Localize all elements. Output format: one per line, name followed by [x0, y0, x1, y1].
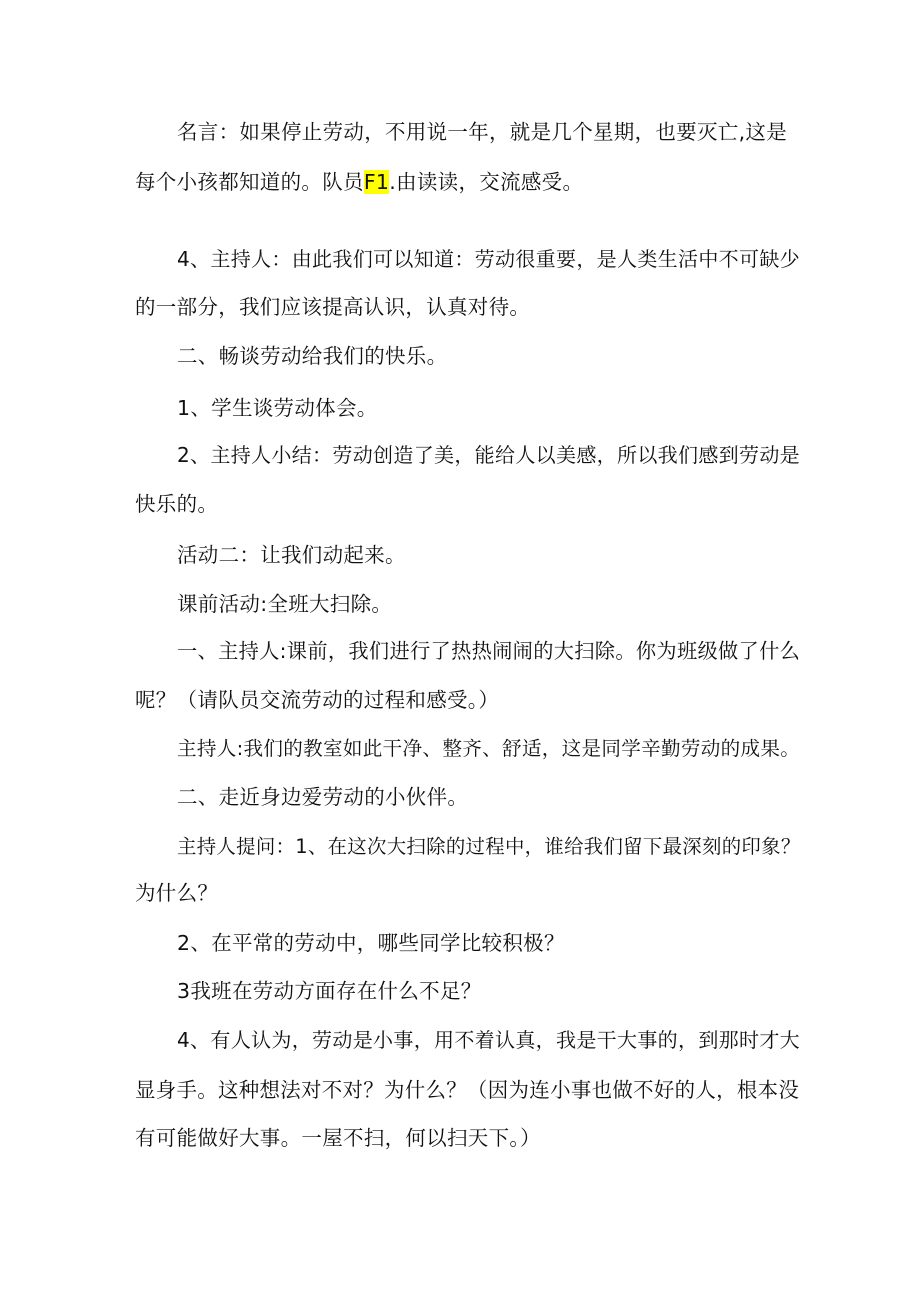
paragraph-summary-line1: 2、主持人小结：劳动创造了美，能给人以美感，所以我们感到劳动是 — [177, 443, 800, 467]
section-heading-activity2: 活动二：让我们动起来。 — [177, 543, 406, 567]
paragraph-question2: 2、在平常的劳动中，哪些同学比较积极？ — [177, 931, 565, 955]
paragraph-cleanup-line2: 呢？（请队员交流劳动的过程和感受。） — [135, 688, 500, 712]
paragraph-quote-line2 — [135, 167, 583, 197]
paragraph-question1-line2: 为什么？ — [135, 881, 219, 905]
paragraph-question4-line2: 显身手。这种想法对不对？为什么？（因为连小事也做不好的人，根本没 — [135, 1078, 800, 1102]
paragraph-question1-line1: 主持人提问：1、在这次大扫除的过程中，谁给我们留下最深刻的印象？ — [177, 835, 801, 858]
paragraph-student-talk: 1、学生谈劳动体会。 — [177, 396, 378, 420]
highlighted-text: F1 — [363, 170, 390, 194]
paragraph-classroom: 主持人:我们的教室如此干净、整齐、舒适，这是同学辛勤劳动的成果。 — [177, 737, 801, 760]
paragraph-question3: 3我班在劳动方面存在什么不足？ — [177, 979, 482, 1003]
paragraph-question4-line1: 4、有人认为，劳动是小事，用不着认真，我是干大事的，到那时才大 — [177, 1028, 800, 1052]
paragraph-host-line2: 的一部分，我们应该提高认识，认真对待。 — [135, 295, 531, 319]
section-heading-partners: 二、走近身边爱劳动的小伙伴。 — [177, 785, 469, 809]
paragraph-quote-line1: 名言：如果停止劳动，不用说一年，就是几个星期，也要灭亡,这是 — [177, 120, 788, 144]
paragraph-cleanup-line1: 一、主持人:课前，我们进行了热热闹闹的大扫除。你为班级做了什么 — [177, 639, 801, 663]
paragraph-question4-line3: 有可能做好大事。一屋不扫，何以扫天下。） — [135, 1126, 541, 1150]
quote-line2-text: 每个小孩都知道的。队员 — [135, 170, 364, 194]
paragraph-pre-class: 课前活动:全班大扫除。 — [177, 592, 393, 616]
paragraph-summary-line2: 快乐的。 — [135, 492, 219, 516]
quote-line2-tail: .由读读，交流感受。 — [389, 170, 584, 194]
paragraph-host-line1: 4、主持人：由此我们可以知道：劳动很重要，是人类生活中不可缺少 — [177, 247, 800, 271]
section-heading-joy: 二、畅谈劳动给我们的快乐。 — [177, 344, 448, 368]
